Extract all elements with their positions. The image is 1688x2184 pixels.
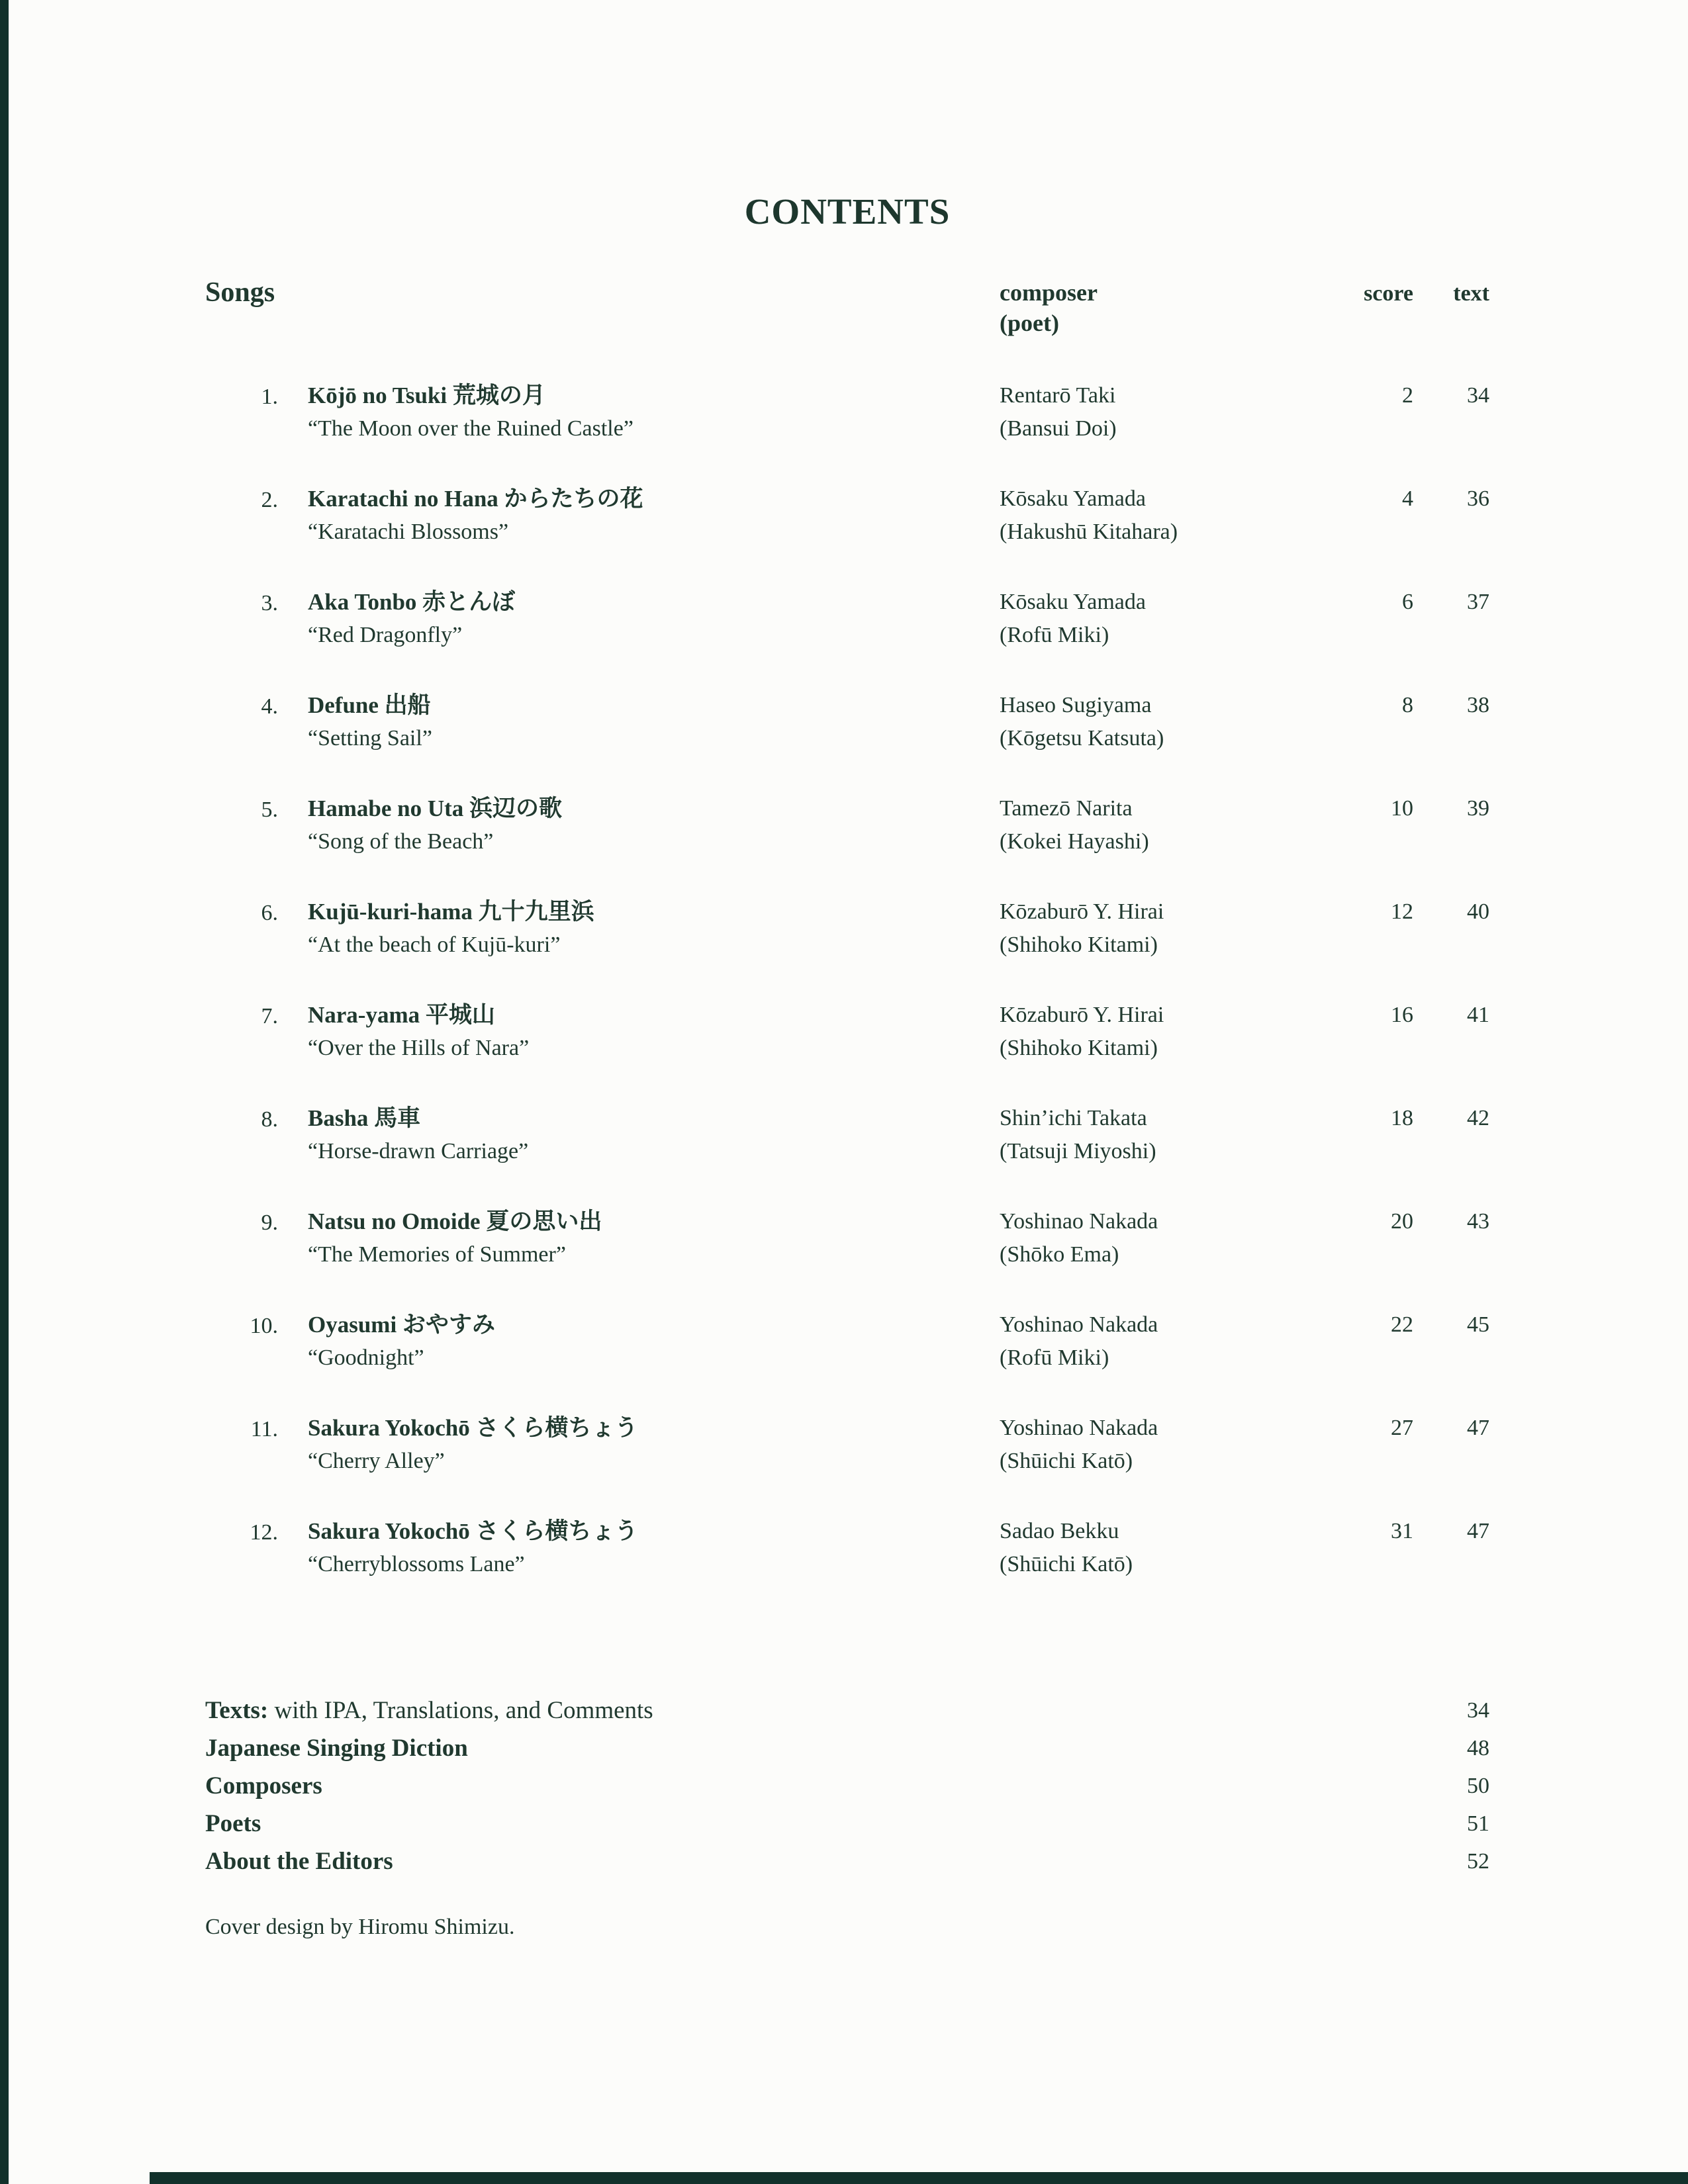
song-entry — [205, 1412, 1489, 1478]
back-matter-page-number: 34 — [1467, 1698, 1489, 1723]
song-title: Kōjō no Tsuki 荒城の月 — [308, 383, 545, 408]
song-entry — [205, 586, 1489, 652]
score-page-number: 6 — [1402, 590, 1413, 614]
song-number: 4. — [261, 694, 278, 719]
cover-design-credit: Cover design by Hiromu Shimizu. — [205, 1915, 515, 1939]
back-matter-entry — [205, 1729, 1489, 1767]
page-title: CONTENTS — [744, 191, 951, 232]
song-title: Karatachi no Hana からたちの花 — [308, 486, 643, 512]
song-title: Kujū-kuri-hama 九十九里浜 — [308, 899, 594, 925]
back-matter-page-number: 50 — [1467, 1774, 1489, 1798]
song-title: Sakura Yokochō さくら横ちょう — [308, 1415, 638, 1441]
poet-name: (Shihoko Kitami) — [1000, 933, 1158, 957]
composer-name: Kōsaku Yamada — [1000, 590, 1146, 614]
song-translation: “At the beach of Kujū-kuri” — [308, 933, 561, 957]
song-entry — [205, 689, 1489, 755]
composer-name: Rentarō Taki — [1000, 383, 1116, 408]
songs-list — [205, 379, 1489, 1581]
poet-name: (Hakushū Kitahara) — [1000, 520, 1178, 544]
poet-name: (Shōko Ema) — [1000, 1242, 1119, 1267]
song-entry — [205, 1205, 1489, 1271]
song-entry — [205, 895, 1489, 962]
back-matter-entry — [205, 1843, 1489, 1880]
song-title: Sakura Yokochō さくら横ちょう — [308, 1518, 638, 1544]
song-number: 3. — [261, 591, 278, 615]
song-entry — [205, 1515, 1489, 1581]
song-title: Nara-yama 平城山 — [308, 1002, 495, 1028]
score-column-label: score — [1364, 281, 1413, 306]
song-title: Natsu no Omoide 夏の思い出 — [308, 1208, 602, 1234]
back-matter-label: Japanese Singing Diction — [205, 1735, 468, 1762]
score-page-number: 12 — [1391, 899, 1413, 924]
back-matter-entry — [205, 1692, 1489, 1729]
back-matter-page-number: 48 — [1467, 1736, 1489, 1760]
poet-name: (Tatsuji Miyoshi) — [1000, 1139, 1156, 1163]
song-translation: “Setting Sail” — [308, 726, 432, 751]
table-header — [205, 277, 1489, 338]
score-page-number: 16 — [1391, 1003, 1413, 1027]
song-translation: “Red Dragonfly” — [308, 623, 463, 647]
text-page-number: 38 — [1467, 693, 1489, 717]
song-title: Basha 馬車 — [308, 1105, 421, 1131]
text-page-number: 40 — [1467, 899, 1489, 924]
text-column-label: text — [1453, 281, 1489, 306]
text-page-number: 43 — [1467, 1209, 1489, 1234]
song-translation: “Song of the Beach” — [308, 829, 494, 854]
poet-name: (Kokei Hayashi) — [1000, 829, 1149, 854]
poet-column-label: (poet) — [1000, 310, 1059, 336]
back-matter-label: Composers — [205, 1772, 322, 1799]
back-matter-label: Poets — [205, 1810, 261, 1837]
score-page-number: 2 — [1402, 383, 1413, 408]
score-page-number: 4 — [1402, 486, 1413, 511]
song-number: 12. — [250, 1520, 278, 1545]
composer-name: Yoshinao Nakada — [1000, 1209, 1158, 1234]
song-title: Defune 出船 — [308, 692, 431, 718]
scan-edge-left — [0, 0, 9, 2184]
scan-edge-bottom — [150, 2172, 1688, 2184]
composer-name: Shin’ichi Takata — [1000, 1106, 1147, 1130]
composer-name: Sadao Bekku — [1000, 1519, 1119, 1543]
song-number: 7. — [261, 1004, 278, 1028]
composer-name: Yoshinao Nakada — [1000, 1312, 1158, 1337]
text-page-number: 41 — [1467, 1003, 1489, 1027]
song-number: 9. — [261, 1210, 278, 1235]
songs-column-label: Songs — [205, 277, 275, 308]
song-number: 6. — [261, 901, 278, 925]
song-number: 5. — [261, 797, 278, 822]
song-entry — [205, 1102, 1489, 1168]
score-page-number: 10 — [1391, 796, 1413, 821]
text-page-number: 45 — [1467, 1312, 1489, 1337]
song-entry — [205, 482, 1489, 549]
composer-name: Kōzaburō Y. Hirai — [1000, 1003, 1164, 1027]
song-translation: “Goodnight” — [308, 1345, 424, 1370]
poet-name: (Bansui Doi) — [1000, 416, 1117, 441]
song-translation: “The Memories of Summer” — [308, 1242, 566, 1267]
song-entry — [205, 792, 1489, 858]
back-matter-label: Texts: with IPA, Translations, and Comments — [205, 1697, 653, 1724]
text-page-number: 37 — [1467, 590, 1489, 614]
poet-name: (Kōgetsu Katsuta) — [1000, 726, 1164, 751]
score-page-number: 8 — [1402, 693, 1413, 717]
score-page-number: 31 — [1391, 1519, 1413, 1543]
back-matter-list — [205, 1692, 1489, 1880]
song-translation: “Cherry Alley” — [308, 1449, 445, 1473]
text-page-number: 36 — [1467, 486, 1489, 511]
song-translation: “The Moon over the Ruined Castle” — [308, 416, 633, 441]
poet-name: (Shūichi Katō) — [1000, 1552, 1133, 1576]
song-title: Oyasumi おやすみ — [308, 1312, 495, 1338]
poet-name: (Rofū Miki) — [1000, 1345, 1109, 1370]
poet-name: (Rofū Miki) — [1000, 623, 1109, 647]
back-matter-page-number: 51 — [1467, 1811, 1489, 1836]
text-page-number: 34 — [1467, 383, 1489, 408]
score-page-number: 27 — [1391, 1416, 1413, 1440]
song-title: Hamabe no Uta 浜辺の歌 — [308, 796, 563, 821]
composer-column-label: composer — [1000, 279, 1098, 306]
song-number: 8. — [261, 1107, 278, 1132]
song-translation: “Over the Hills of Nara” — [308, 1036, 530, 1060]
text-page-number: 42 — [1467, 1106, 1489, 1130]
score-page-number: 18 — [1391, 1106, 1413, 1130]
poet-name: (Shihoko Kitami) — [1000, 1036, 1158, 1060]
composer-name: Tamezō Narita — [1000, 796, 1133, 821]
song-number: 11. — [250, 1417, 278, 1441]
score-page-number: 20 — [1391, 1209, 1413, 1234]
song-translation: “Horse-drawn Carriage” — [308, 1139, 529, 1163]
score-page-number: 22 — [1391, 1312, 1413, 1337]
back-matter-label: About the Editors — [205, 1848, 393, 1875]
composer-name: Haseo Sugiyama — [1000, 693, 1152, 717]
song-translation: “Cherryblossoms Lane” — [308, 1552, 525, 1576]
text-page-number: 47 — [1467, 1416, 1489, 1440]
poet-name: (Shūichi Katō) — [1000, 1449, 1133, 1473]
song-number: 10. — [250, 1314, 278, 1338]
composer-name: Kōzaburō Y. Hirai — [1000, 899, 1164, 924]
text-page-number: 39 — [1467, 796, 1489, 821]
song-title: Aka Tonbo 赤とんぼ — [308, 589, 516, 615]
composer-name: Kōsaku Yamada — [1000, 486, 1146, 511]
back-matter-entry — [205, 1805, 1489, 1843]
back-matter-entry — [205, 1767, 1489, 1805]
song-entry — [205, 1308, 1489, 1375]
song-entry — [205, 999, 1489, 1065]
song-translation: “Karatachi Blossoms” — [308, 520, 509, 544]
text-page-number: 47 — [1467, 1519, 1489, 1543]
composer-name: Yoshinao Nakada — [1000, 1416, 1158, 1440]
back-matter-page-number: 52 — [1467, 1849, 1489, 1874]
song-entry — [205, 379, 1489, 445]
song-number: 2. — [261, 488, 278, 512]
contents-page — [205, 0, 1489, 1940]
song-number: 1. — [261, 385, 278, 409]
